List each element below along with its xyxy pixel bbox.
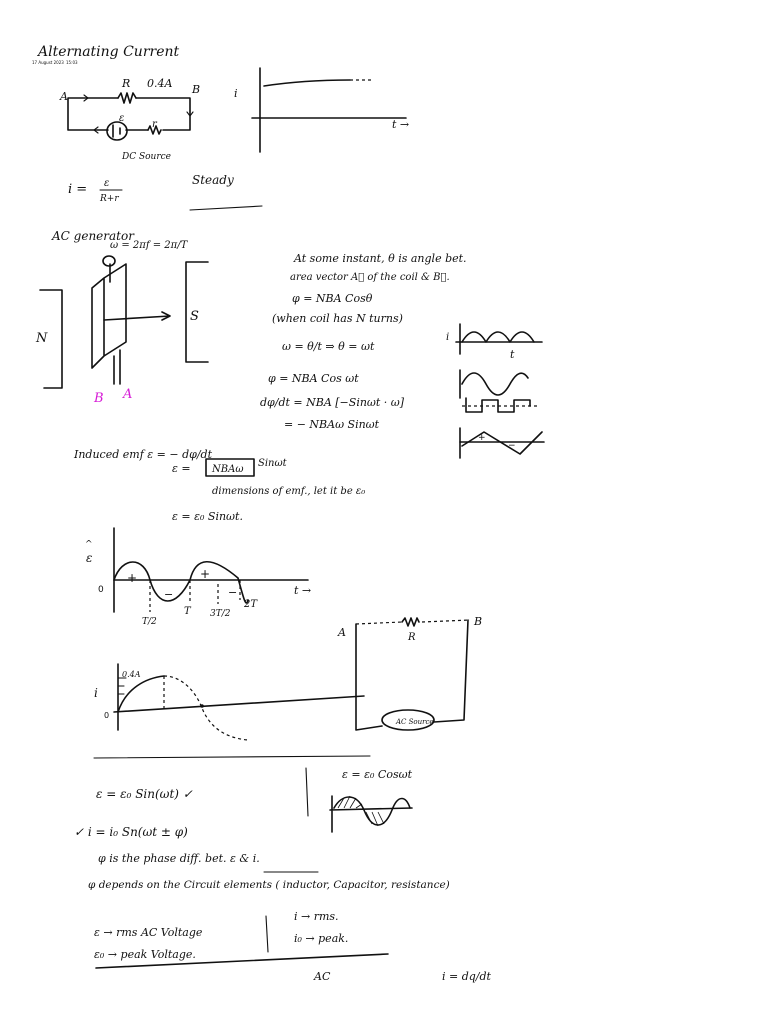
deriv-line-4: (when coil has N turns) [272, 312, 403, 325]
dc-source-label: DC Source [122, 152, 172, 162]
side-minus-sign: − [508, 441, 516, 451]
tick-t: T [184, 606, 191, 617]
side-plus-sign: + [478, 433, 486, 443]
emf-plus-2: + [200, 567, 211, 581]
emf-line-1: Induced emf ε = − dφ/dt [74, 448, 213, 461]
dc-node-a: A [60, 90, 68, 103]
brush-a-label: A [123, 387, 133, 402]
note-date: 17 August 2023 [32, 60, 64, 65]
deriv-line-3: φ = NBA Cosθ [292, 292, 373, 305]
deriv-line-1: At some instant, θ is angle bet. [294, 252, 467, 265]
rms-right-2: i₀ → peak. [294, 932, 349, 945]
dc-current-label: 0.4A [147, 77, 173, 90]
growth-origin: 0 [104, 711, 110, 720]
current-equation: ✓ i = i₀ Sn(ωt ± φ) [74, 825, 188, 839]
side-t-label: t [510, 348, 515, 361]
emf-graph-x-label: t → [294, 584, 312, 597]
deriv-line-7: dφ/dt = NBA [−Sinωt · ω] [260, 396, 405, 409]
ac-resistor [402, 618, 419, 626]
rms-left-2: ε₀ → peak Voltage. [94, 948, 196, 961]
emf-minus-1: − [164, 588, 174, 601]
ac-node-a: A [338, 626, 346, 639]
current-growth-graph [94, 664, 370, 758]
cos-equation: ε = ε₀ Cosωt [342, 768, 412, 781]
dc-node-b: B [192, 83, 201, 96]
emf-plus-1: + [127, 571, 138, 585]
deriv-line-6: φ = NBA Cos ωt [268, 372, 359, 385]
dc-circuit-diagram [59, 77, 200, 162]
emf-sine-graph [85, 528, 311, 627]
pole-s-label: S [190, 309, 199, 324]
emf-line-2-box: NBAω [212, 464, 244, 475]
dc-internal-r-label: r [152, 119, 157, 130]
induced-emf-section [73, 448, 365, 523]
ac-node-b: B [474, 615, 483, 628]
ac-source-label: AC Source [396, 718, 434, 726]
deriv-line-5: ω = θ/t ⇒ θ = ωt [282, 340, 375, 353]
bottom-right-formula: i = dq/dt [442, 970, 491, 983]
dc-source-circle [107, 122, 127, 140]
emf-minus-2: − [228, 586, 238, 599]
emf-graph-y-arrow: ^ [85, 540, 93, 550]
tick-t-half: T/2 [142, 617, 157, 627]
coil [92, 264, 126, 368]
emf-line-4: ε = ε₀ Sinωt. [172, 510, 243, 523]
sine-equation: ε = ε₀ Sin(ωt) ✓ [96, 787, 193, 801]
brush-b-label: B [94, 391, 104, 406]
resistor-r [118, 93, 136, 103]
steady-label: Steady [192, 173, 234, 187]
growth-y-label: i [94, 686, 98, 700]
ac-circuit-diagram [337, 615, 482, 730]
ac-generator-diagram [35, 229, 208, 406]
dc-graph-y-label: i [234, 87, 238, 100]
rms-left-1: ε → rms AC Voltage [94, 926, 203, 939]
ac-resistor-label: R [408, 632, 416, 643]
flux-derivation [260, 252, 467, 431]
emf-line-2-rhs: Sinωt [258, 458, 287, 469]
side-waveforms [446, 324, 544, 458]
phase-line-1: φ is the phase diff. bet. ε & i. [98, 852, 260, 865]
note-time: 15:03 [66, 60, 78, 65]
dc-current-formula [68, 173, 262, 210]
emf-graph-origin: 0 [98, 585, 104, 595]
deriv-line-2: area vector A⃗ of the coil & B⃗. [290, 272, 450, 283]
summary-section [74, 768, 492, 983]
generator-heading: AC generator [52, 229, 134, 243]
pole-n-label: N [36, 331, 48, 346]
phase-line-2: φ depends on the Circuit elements ( inductor, Capacitor, resistance) [88, 879, 450, 891]
rms-right-1: i → rms. [294, 910, 339, 923]
note-title: Alternating Current [38, 44, 180, 60]
formula-lhs: i = [68, 182, 88, 197]
emf-line-3: dimensions of emf., let it be ε₀ [212, 486, 366, 497]
tick-3t-half: 3T/2 [210, 609, 231, 619]
emf-line-2-lhs: ε = [172, 462, 191, 475]
growth-peak-label: 0.4A [122, 670, 141, 679]
formula-denominator: R+r [100, 194, 119, 204]
bottom-ac-label: AC [314, 970, 331, 983]
deriv-line-8: = − NBAω Sinωt [284, 418, 380, 431]
emf-graph-y-label: ε [86, 551, 93, 565]
omega-formula: ω = 2πf = 2π/T [110, 240, 188, 251]
dc-emf-label: ε [119, 113, 125, 124]
dc-graph-x-label: t → [392, 118, 410, 131]
side-i-label: i [446, 332, 450, 343]
dc-resistor-label: R [122, 77, 131, 90]
dc-current-graph [234, 68, 409, 152]
formula-numerator: ε [104, 178, 110, 189]
tick-2t: 2T [244, 599, 258, 610]
